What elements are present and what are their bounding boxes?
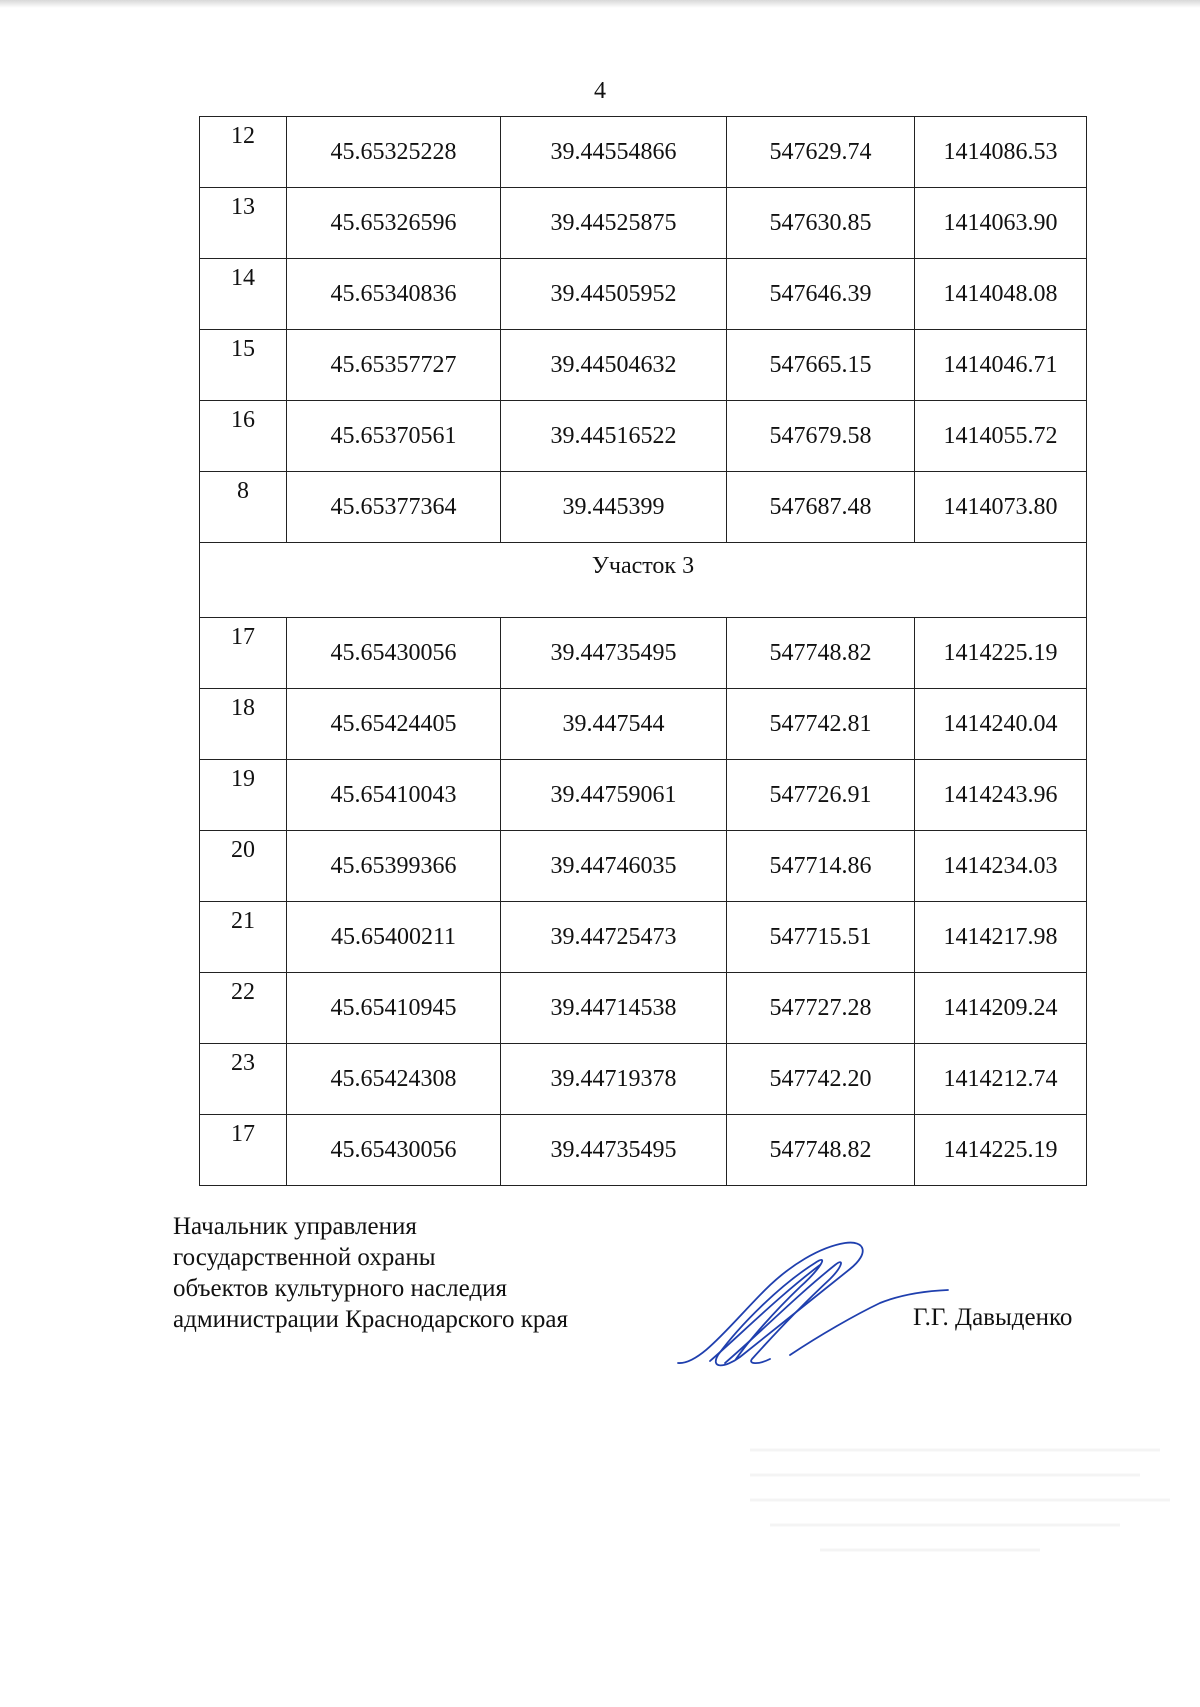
y-coordinate-cell: 1414046.71 bbox=[915, 330, 1087, 401]
point-number: 23 bbox=[200, 1044, 287, 1115]
x-coordinate-cell: 547727.28 bbox=[727, 973, 915, 1044]
latitude-cell: 45.65430056 bbox=[287, 1115, 501, 1186]
y-coordinate-cell: 1414225.19 bbox=[915, 618, 1087, 689]
table-row bbox=[200, 401, 1087, 472]
scan-edge-shadow bbox=[0, 0, 1200, 8]
point-number: 18 bbox=[200, 689, 287, 760]
latitude-cell: 45.65377364 bbox=[287, 472, 501, 543]
table-row bbox=[200, 1115, 1087, 1186]
y-coordinate-cell: 1414212.74 bbox=[915, 1044, 1087, 1115]
table-row bbox=[200, 188, 1087, 259]
table-row bbox=[200, 259, 1087, 330]
point-number: 12 bbox=[200, 117, 287, 188]
longitude-cell: 39.445399 bbox=[501, 472, 727, 543]
y-coordinate-cell: 1414055.72 bbox=[915, 401, 1087, 472]
latitude-cell: 45.65424308 bbox=[287, 1044, 501, 1115]
signatory-name: Г.Г. Давыденко bbox=[913, 1304, 1073, 1331]
x-coordinate-cell: 547748.82 bbox=[727, 618, 915, 689]
table-row bbox=[200, 1044, 1087, 1115]
handwritten-signature bbox=[670, 1235, 950, 1375]
signatory-title-line: государственной охраны bbox=[173, 1244, 436, 1271]
x-coordinate-cell: 547715.51 bbox=[727, 902, 915, 973]
x-coordinate-cell: 547714.86 bbox=[727, 831, 915, 902]
latitude-cell: 45.65399366 bbox=[287, 831, 501, 902]
x-coordinate-cell: 547679.58 bbox=[727, 401, 915, 472]
longitude-cell: 39.44505952 bbox=[501, 259, 727, 330]
latitude-cell: 45.65325228 bbox=[287, 117, 501, 188]
y-coordinate-cell: 1414063.90 bbox=[915, 188, 1087, 259]
y-coordinate-cell: 1414225.19 bbox=[915, 1115, 1087, 1186]
table-row bbox=[200, 117, 1087, 188]
latitude-cell: 45.65410945 bbox=[287, 973, 501, 1044]
point-number: 22 bbox=[200, 973, 287, 1044]
table-row bbox=[200, 902, 1087, 973]
point-number: 16 bbox=[200, 401, 287, 472]
longitude-cell: 39.44746035 bbox=[501, 831, 727, 902]
latitude-cell: 45.65410043 bbox=[287, 760, 501, 831]
point-number: 17 bbox=[200, 618, 287, 689]
y-coordinate-cell: 1414048.08 bbox=[915, 259, 1087, 330]
y-coordinate-cell: 1414086.53 bbox=[915, 117, 1087, 188]
point-number: 21 bbox=[200, 902, 287, 973]
y-coordinate-cell: 1414240.04 bbox=[915, 689, 1087, 760]
table-row bbox=[200, 472, 1087, 543]
x-coordinate-cell: 547687.48 bbox=[727, 472, 915, 543]
x-coordinate-cell: 547646.39 bbox=[727, 259, 915, 330]
point-number: 17 bbox=[200, 1115, 287, 1186]
y-coordinate-cell: 1414234.03 bbox=[915, 831, 1087, 902]
point-number: 19 bbox=[200, 760, 287, 831]
longitude-cell: 39.44719378 bbox=[501, 1044, 727, 1115]
latitude-cell: 45.65370561 bbox=[287, 401, 501, 472]
point-number: 8 bbox=[200, 472, 287, 543]
latitude-cell: 45.65424405 bbox=[287, 689, 501, 760]
x-coordinate-cell: 547665.15 bbox=[727, 330, 915, 401]
signatory-title-line: администрации Краснодарского края bbox=[173, 1306, 569, 1333]
point-number: 15 bbox=[200, 330, 287, 401]
latitude-cell: 45.65430056 bbox=[287, 618, 501, 689]
x-coordinate-cell: 547742.81 bbox=[727, 689, 915, 760]
longitude-cell: 39.44759061 bbox=[501, 760, 727, 831]
latitude-cell: 45.65357727 bbox=[287, 330, 501, 401]
coordinates-table bbox=[199, 116, 1087, 1186]
x-coordinate-cell: 547726.91 bbox=[727, 760, 915, 831]
longitude-cell: 39.44504632 bbox=[501, 330, 727, 401]
table-row bbox=[200, 618, 1087, 689]
longitude-cell: 39.44714538 bbox=[501, 973, 727, 1044]
table-row bbox=[200, 689, 1087, 760]
x-coordinate-cell: 547742.20 bbox=[727, 1044, 915, 1115]
x-coordinate-cell: 547748.82 bbox=[727, 1115, 915, 1186]
table-row bbox=[200, 831, 1087, 902]
longitude-cell: 39.44735495 bbox=[501, 618, 727, 689]
latitude-cell: 45.65340836 bbox=[287, 259, 501, 330]
latitude-cell: 45.65400211 bbox=[287, 902, 501, 973]
signatory-title-line: объектов культурного наследия bbox=[173, 1275, 507, 1302]
table-row bbox=[200, 330, 1087, 401]
signatory-title-line: Начальник управления bbox=[173, 1213, 417, 1240]
point-number: 20 bbox=[200, 831, 287, 902]
y-coordinate-cell: 1414209.24 bbox=[915, 973, 1087, 1044]
y-coordinate-cell: 1414243.96 bbox=[915, 760, 1087, 831]
signatory-title bbox=[173, 1211, 568, 1335]
x-coordinate-cell: 547629.74 bbox=[727, 117, 915, 188]
table-row bbox=[200, 760, 1087, 831]
point-number: 14 bbox=[200, 259, 287, 330]
longitude-cell: 39.44554866 bbox=[501, 117, 727, 188]
faint-bleedthrough-stamp bbox=[740, 1430, 1180, 1580]
longitude-cell: 39.447544 bbox=[501, 689, 727, 760]
point-number: 13 bbox=[200, 188, 287, 259]
longitude-cell: 39.44725473 bbox=[501, 902, 727, 973]
section-row bbox=[200, 543, 1087, 618]
x-coordinate-cell: 547630.85 bbox=[727, 188, 915, 259]
table-row bbox=[200, 973, 1087, 1044]
y-coordinate-cell: 1414073.80 bbox=[915, 472, 1087, 543]
page-number: 4 bbox=[594, 78, 606, 104]
longitude-cell: 39.44735495 bbox=[501, 1115, 727, 1186]
longitude-cell: 39.44516522 bbox=[501, 401, 727, 472]
longitude-cell: 39.44525875 bbox=[501, 188, 727, 259]
section-title: Участок 3 bbox=[200, 543, 1087, 618]
latitude-cell: 45.65326596 bbox=[287, 188, 501, 259]
y-coordinate-cell: 1414217.98 bbox=[915, 902, 1087, 973]
